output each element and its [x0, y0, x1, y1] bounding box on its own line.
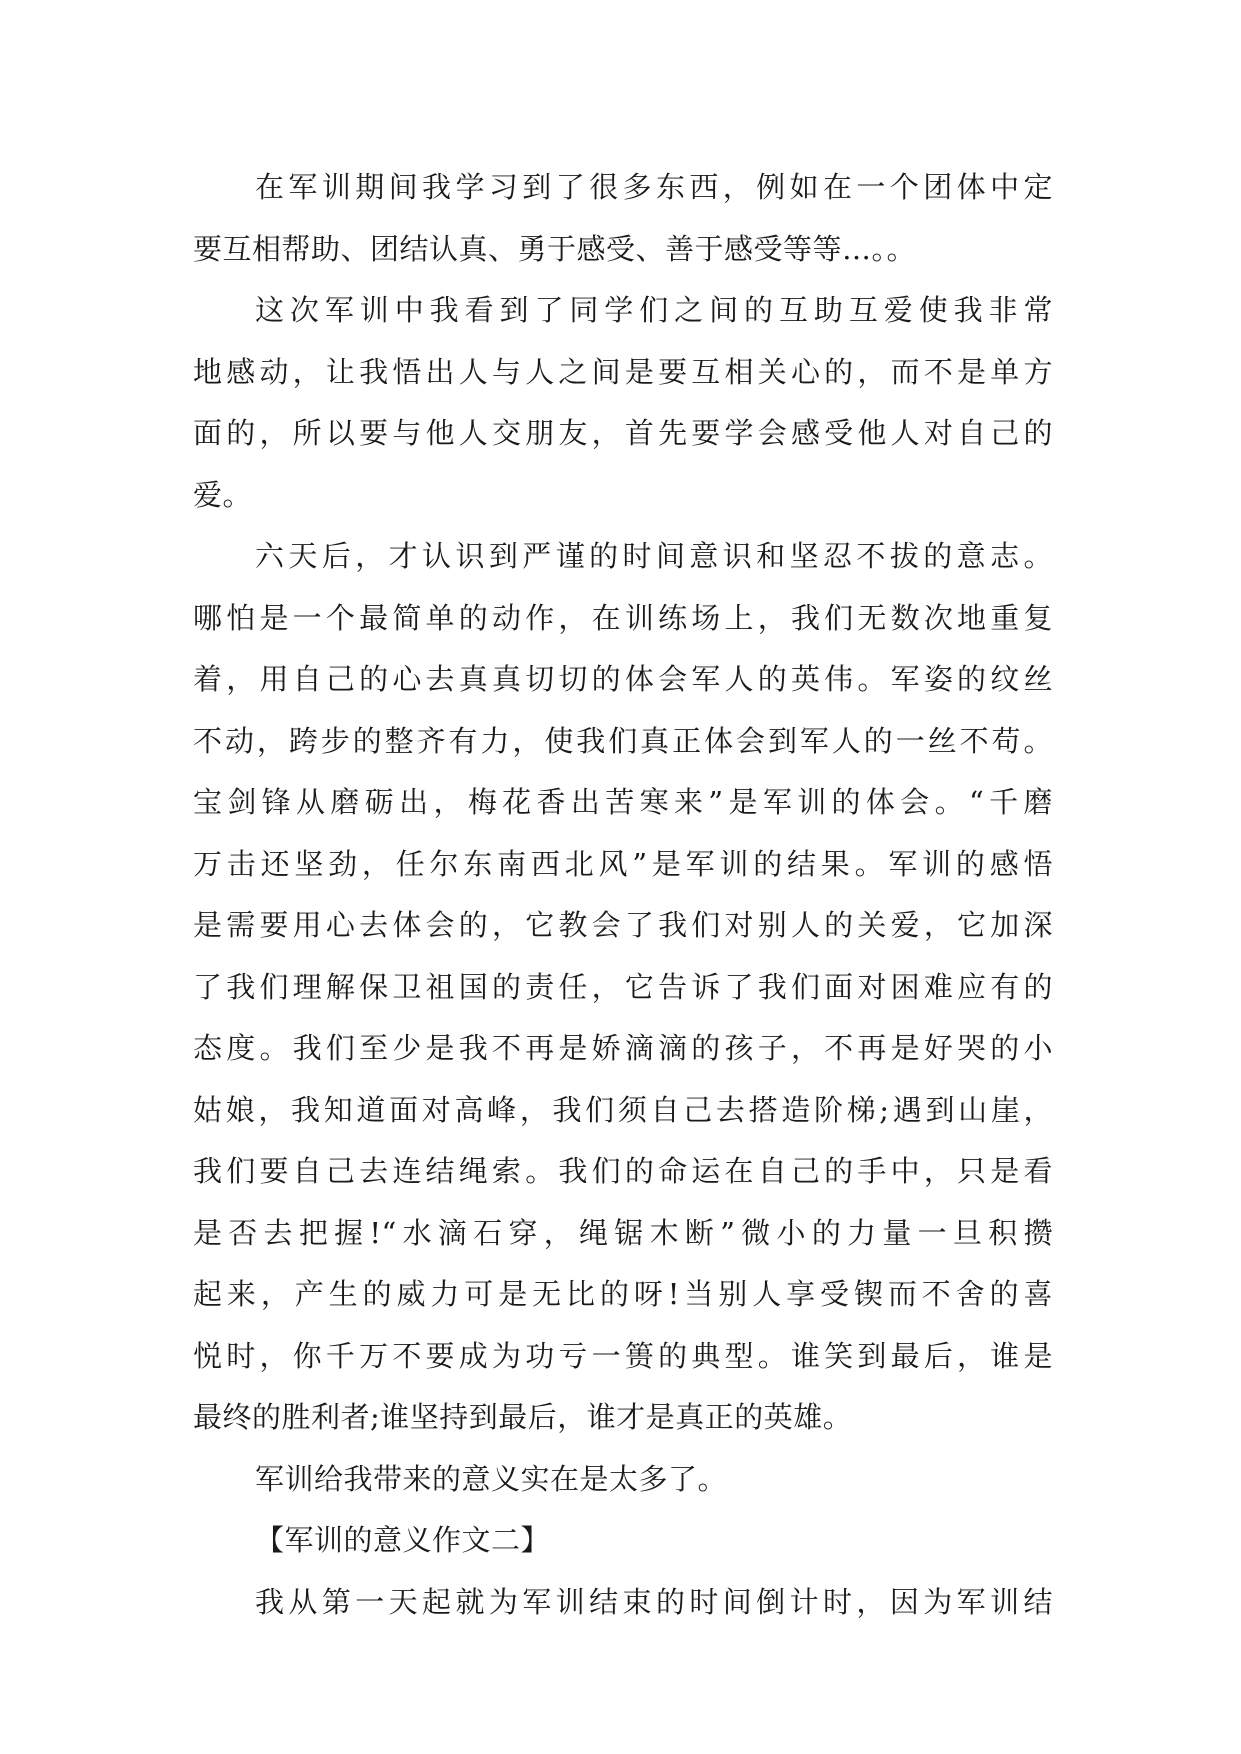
- paragraph-3-line-9: 态度。我们至少是我不再是娇滴滴的孩子，不再是好哭的小: [193, 1031, 1053, 1065]
- paragraph-3-line-15: 最终的胜利者;谁坚持到最后，谁才是真正的英雄。: [193, 1400, 853, 1434]
- paragraph-3-line-6: 万击还坚劲，任尔东南西北风”是军训的结果。军训的感悟: [193, 846, 1053, 881]
- paragraph-3-line-2: 哪怕是一个最简单的动作，在训练场上，我们无数次地重复: [193, 600, 1053, 635]
- paragraph-2-line-2: 地感动，让我悟出人与人之间是要互相关心的，而不是单方: [193, 354, 1053, 389]
- paragraph-1-line-2: 要互相帮助、团结认真、勇于感受、善于感受等等…。。: [193, 231, 917, 266]
- paragraph-3-line-5: 宝剑锋从磨砺出，梅花香出苦寒来”是军训的体会。“千磨: [193, 785, 1053, 819]
- paragraph-3-line-8: 了我们理解保卫祖国的责任，它告诉了我们面对困难应有的: [193, 969, 1053, 1004]
- paragraph-3-line-13: 起来，产生的威力可是无比的呀!当别人享受锲而不舍的喜: [193, 1277, 1053, 1311]
- paragraph-6-line-1: 我从第一天起就为军训结束的时间倒计时，因为军训结: [255, 1584, 1053, 1619]
- paragraph-3-line-1: 六天后，才认识到严谨的时间意识和坚忍不拔的意志。: [255, 539, 1053, 573]
- paragraph-4-line-1: 军训给我带来的意义实在是太多了。: [255, 1461, 728, 1496]
- section-heading: 【军训的意义作文二】: [255, 1523, 551, 1557]
- paragraph-2-line-1: 这次军训中我看到了同学们之间的互助互爱使我非常: [255, 293, 1053, 327]
- document-body: [193, 157, 1053, 1633]
- paragraph-3-line-4: 不动，跨步的整齐有力，使我们真正体会到军人的一丝不苟。: [193, 723, 1053, 758]
- paragraph-3-line-3: 着，用自己的心去真真切切的体会军人的英伟。军姿的纹丝: [193, 662, 1053, 696]
- paragraph-2-line-4: 爱。: [193, 477, 253, 512]
- paragraph-3-line-12: 是否去把握!“水滴石穿，绳锯木断”微小的力量一旦积攒: [193, 1215, 1053, 1250]
- paragraph-3-line-10: 姑娘，我知道面对高峰，我们须自己去搭造阶梯;遇到山崖，: [193, 1092, 1053, 1127]
- paragraph-2-line-3: 面的，所以要与他人交朋友，首先要学会感受他人对自己的: [193, 416, 1053, 450]
- paragraph-1-line-1: 在军训期间我学习到了很多东西，例如在一个团体中定: [255, 170, 1053, 204]
- paragraph-3-line-14: 悦时，你千万不要成为功亏一篑的典型。谁笑到最后，谁是: [193, 1338, 1053, 1373]
- paragraph-3-line-11: 我们要自己去连结绳索。我们的命运在自己的手中，只是看: [193, 1154, 1053, 1188]
- paragraph-3-line-7: 是需要用心去体会的，它教会了我们对别人的关爱，它加深: [193, 908, 1053, 942]
